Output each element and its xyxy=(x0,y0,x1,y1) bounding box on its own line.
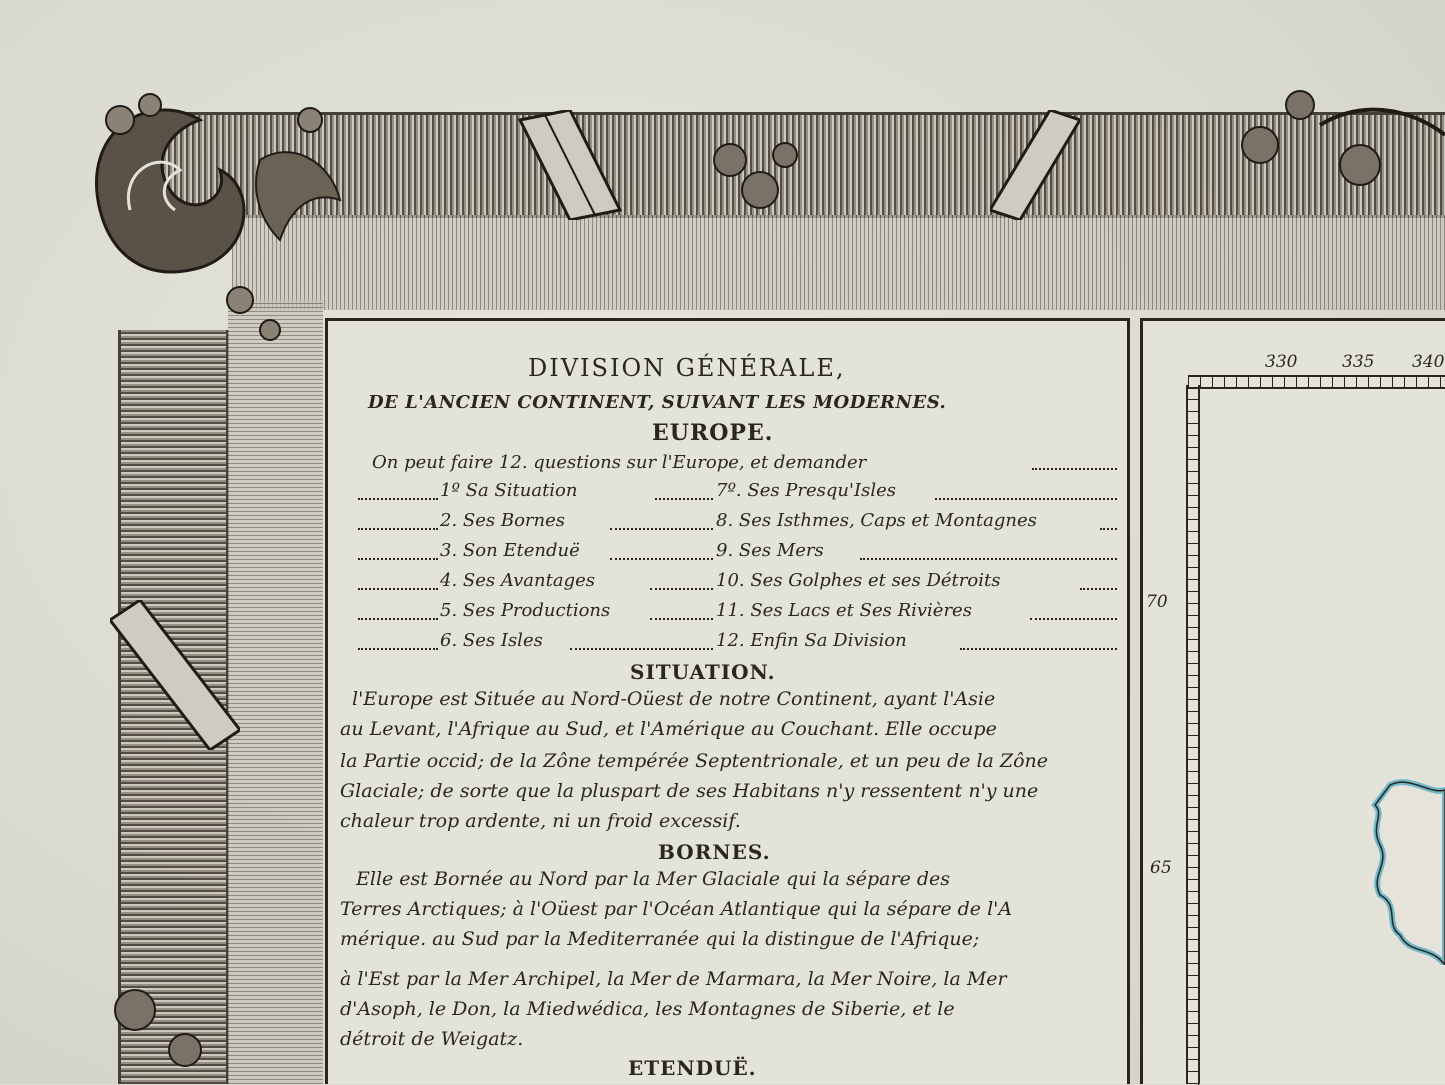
leader-dots xyxy=(358,588,438,590)
longitude-label: 335 xyxy=(1342,352,1375,372)
leader-dots xyxy=(960,648,1117,650)
leader-dots xyxy=(358,558,438,560)
leader-dots xyxy=(570,648,713,650)
leader-dots xyxy=(610,558,713,560)
question-item: 5. Ses Productions xyxy=(440,600,611,621)
ribbon-ornament-icon xyxy=(990,110,1080,220)
latitude-label: 65 xyxy=(1150,858,1172,878)
paragraph-line: la Partie occid; de la Zône tempérée Septentrionale, et un peu de la Zône xyxy=(340,750,1049,772)
leader-dots xyxy=(358,648,438,650)
page-title: DIVISION GÉNÉRALE, xyxy=(528,354,846,382)
question-item: 12. Enfin Sa Division xyxy=(716,630,907,651)
heading-situation: SITUATION. xyxy=(630,660,776,684)
leader-dots xyxy=(1080,588,1117,590)
flower-garland-icon xyxy=(700,120,810,230)
leader-dots xyxy=(358,618,438,620)
paragraph-line: à l'Est par la Mer Archipel, la Mer de Marmara, la Mer Noire, la Mer xyxy=(340,968,1007,990)
leader-dots xyxy=(358,528,438,530)
flower-garland-icon xyxy=(95,960,235,1084)
leader-dots xyxy=(358,498,438,500)
flower-garland-icon xyxy=(1220,75,1445,215)
heading-europe: EUROPE. xyxy=(652,420,774,446)
paragraph-line: d'Asoph, le Don, la Miedwédica, les Montagnes de Siberie, et le xyxy=(340,998,955,1020)
leader-dots xyxy=(650,588,713,590)
latitude-label: 70 xyxy=(1146,592,1168,612)
question-item: 11. Ses Lacs et Ses Rivières xyxy=(716,600,972,621)
heading-etendue: ETENDUË. xyxy=(628,1056,757,1080)
paragraph-line: chaleur trop ardente, ni un froid excessif. xyxy=(340,810,741,832)
paragraph-line: Glaciale; de sorte que la pluspart de ses Habitans n'y ressentent n'y une xyxy=(340,780,1039,802)
ribbon-ornament-icon xyxy=(510,110,630,220)
leader-dots xyxy=(860,558,1117,560)
paragraph-line: mérique. au Sud par la Mediterranée qui la distingue de l'Afrique; xyxy=(340,928,980,950)
paragraph-line: Terres Arctiques; à l'Oüest par l'Océan Atlantique qui la sépare de l'A xyxy=(340,898,1013,920)
question-item: 9. Ses Mers xyxy=(716,540,824,561)
longitude-label: 330 xyxy=(1265,352,1298,372)
intro-text: On peut faire 12. questions sur l'Europe, et demander xyxy=(372,452,867,473)
question-item: 2. Ses Bornes xyxy=(440,510,565,531)
leader-dots xyxy=(1030,618,1117,620)
paragraph-line: au Levant, l'Afrique au Sud, et l'Amérique au Couchant. Elle occupe xyxy=(340,718,997,740)
leader-dots xyxy=(935,498,1117,500)
leader-dots xyxy=(610,528,713,530)
ribbon-ornament-icon xyxy=(110,600,240,750)
heading-bornes: BORNES. xyxy=(658,840,771,864)
question-item: 7º. Ses Presqu'Isles xyxy=(716,480,896,501)
longitude-label: 340 xyxy=(1412,352,1445,372)
question-item: 6. Ses Isles xyxy=(440,630,543,651)
paragraph-line: l'Europe est Située au Nord-Oüest de notre Continent, ayant l'Asie xyxy=(352,688,996,710)
map-area xyxy=(1198,387,1445,1085)
paragraph-line: détroit de Weigatz. xyxy=(340,1028,524,1050)
frame-inner-left-border xyxy=(228,300,323,1084)
leader-dots xyxy=(1100,528,1117,530)
page-subtitle: DE L'ANCIEN CONTINENT, SUIVANT LES MODERNES. xyxy=(368,392,947,413)
frame-inner-top-border xyxy=(232,215,1445,310)
island-coastline-icon xyxy=(1370,775,1445,965)
question-item: 1º Sa Situation xyxy=(440,480,578,501)
leader-dots xyxy=(1032,468,1117,470)
question-item: 4. Ses Avantages xyxy=(440,570,595,591)
paragraph-line: Elle est Bornée au Nord par la Mer Glaciale qui la sépare des xyxy=(356,868,951,890)
question-item: 3. Son Etenduë xyxy=(440,540,580,561)
leader-dots xyxy=(655,498,713,500)
rococo-corner-ornament-icon xyxy=(60,70,360,350)
question-item: 8. Ses Isthmes, Caps et Montagnes xyxy=(716,510,1037,531)
question-item: 10. Ses Golphes et ses Détroits xyxy=(716,570,1001,591)
leader-dots xyxy=(650,618,713,620)
